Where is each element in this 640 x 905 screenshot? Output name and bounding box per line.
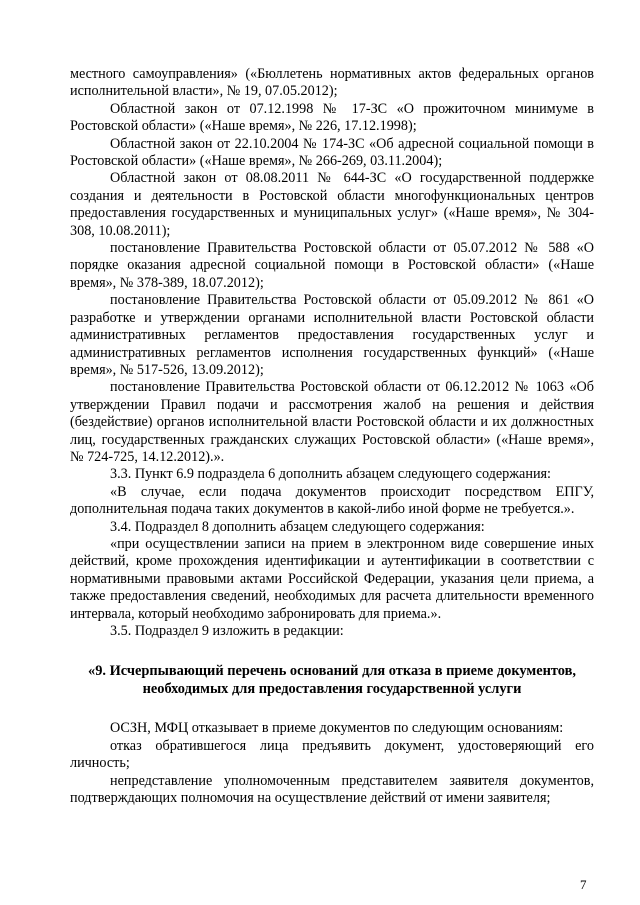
paragraph: постановление Правительства Ростовской области от 05.07.2012 № 588 «О порядке оказания адресной социальной помощи в Ростовской области» («Наше время», № 378-389, 18.07.2012); bbox=[70, 240, 594, 291]
paragraph: Областной закон от 07.12.1998 № 17-ЗС «О прожиточном минимуме в Ростовской области» («Наше время», № 226, 17.12.1998); bbox=[70, 100, 594, 135]
paragraph: Областной закон от 08.08.2011 № 644-ЗС «О государственной поддержке создания и деятельности в Ростовской области многофункциональных центров предоставления государственных и муниципальных услуг» («Наше время», № 304-308, 10.08.2011); bbox=[70, 170, 594, 239]
paragraph: отказ обратившегося лица предъявить документ, удостоверяющий его личность; bbox=[70, 737, 594, 772]
paragraph: 3.5. Подраздел 9 изложить в редакции: bbox=[110, 623, 344, 639]
paragraph: 3.4. Подраздел 8 дополнить абзацем следующего содержания: bbox=[110, 518, 485, 535]
paragraph: непредставление уполномоченным представителем заявителя документов, подтверждающих полномочия на осуществление действий от имени заявителя; bbox=[70, 772, 594, 807]
paragraph: «В случае, если подача документов происходит посредством ЕПГУ, дополнительная подача таких документов в какой-либо иной форме не требуется.». bbox=[70, 483, 594, 518]
paragraph: «при осуществлении записи на прием в электронном виде совершение иных действий, кроме прохождения идентификации и аутентификации в соответствии с нормативными правовыми актами Российской Федерации, указания цели приема, а также предоставления сведений, необходимых для расчета длительности временного интервала, который необходимо забронировать для приема.». bbox=[70, 535, 594, 622]
paragraph: Областной закон от 22.10.2004 № 174-ЗС «Об адресной социальной помощи в Ростовской области» («Наше время», № 266-269, 03.11.2004); bbox=[70, 135, 594, 170]
paragraph: постановление Правительства Ростовской области от 05.09.2012 № 861 «О разработке и утверждении органами исполнительной власти Ростовской области административных регламентов предоставления государственных услуг и административных регламентов исполнения государственных функций» («Наше время», № 517-526, 13.09.2012); bbox=[70, 292, 594, 378]
page-body bbox=[70, 66, 594, 807]
paragraph: постановление Правительства Ростовской области от 06.12.2012 № 1063 «Об утверждении Правил подачи и рассмотрения жалоб на решения и действия (бездействие) органов исполнительной власти Ростовской области и их должностных лиц, государственных гражданских служащих Ростовской области» («Наше время», № 724-725, 14.12.2012).». bbox=[70, 379, 594, 465]
paragraph: местного самоуправления» («Бюллетень нормативных актов федеральных органов исполнительной власти», № 19, 07.05.2012); bbox=[70, 66, 594, 100]
section-heading: «9. Исчерпывающий перечень оснований для отказа в приеме документов, необходимых для предоставления государственной услуги bbox=[88, 663, 576, 698]
paragraph: 3.3. Пункт 6.9 подраздела 6 дополнить абзацем следующего содержания: bbox=[110, 466, 552, 483]
paragraph: ОСЗН, МФЦ отказывает в приеме документов по следующим основаниям: bbox=[110, 720, 564, 737]
page-number: 7 bbox=[580, 877, 587, 892]
